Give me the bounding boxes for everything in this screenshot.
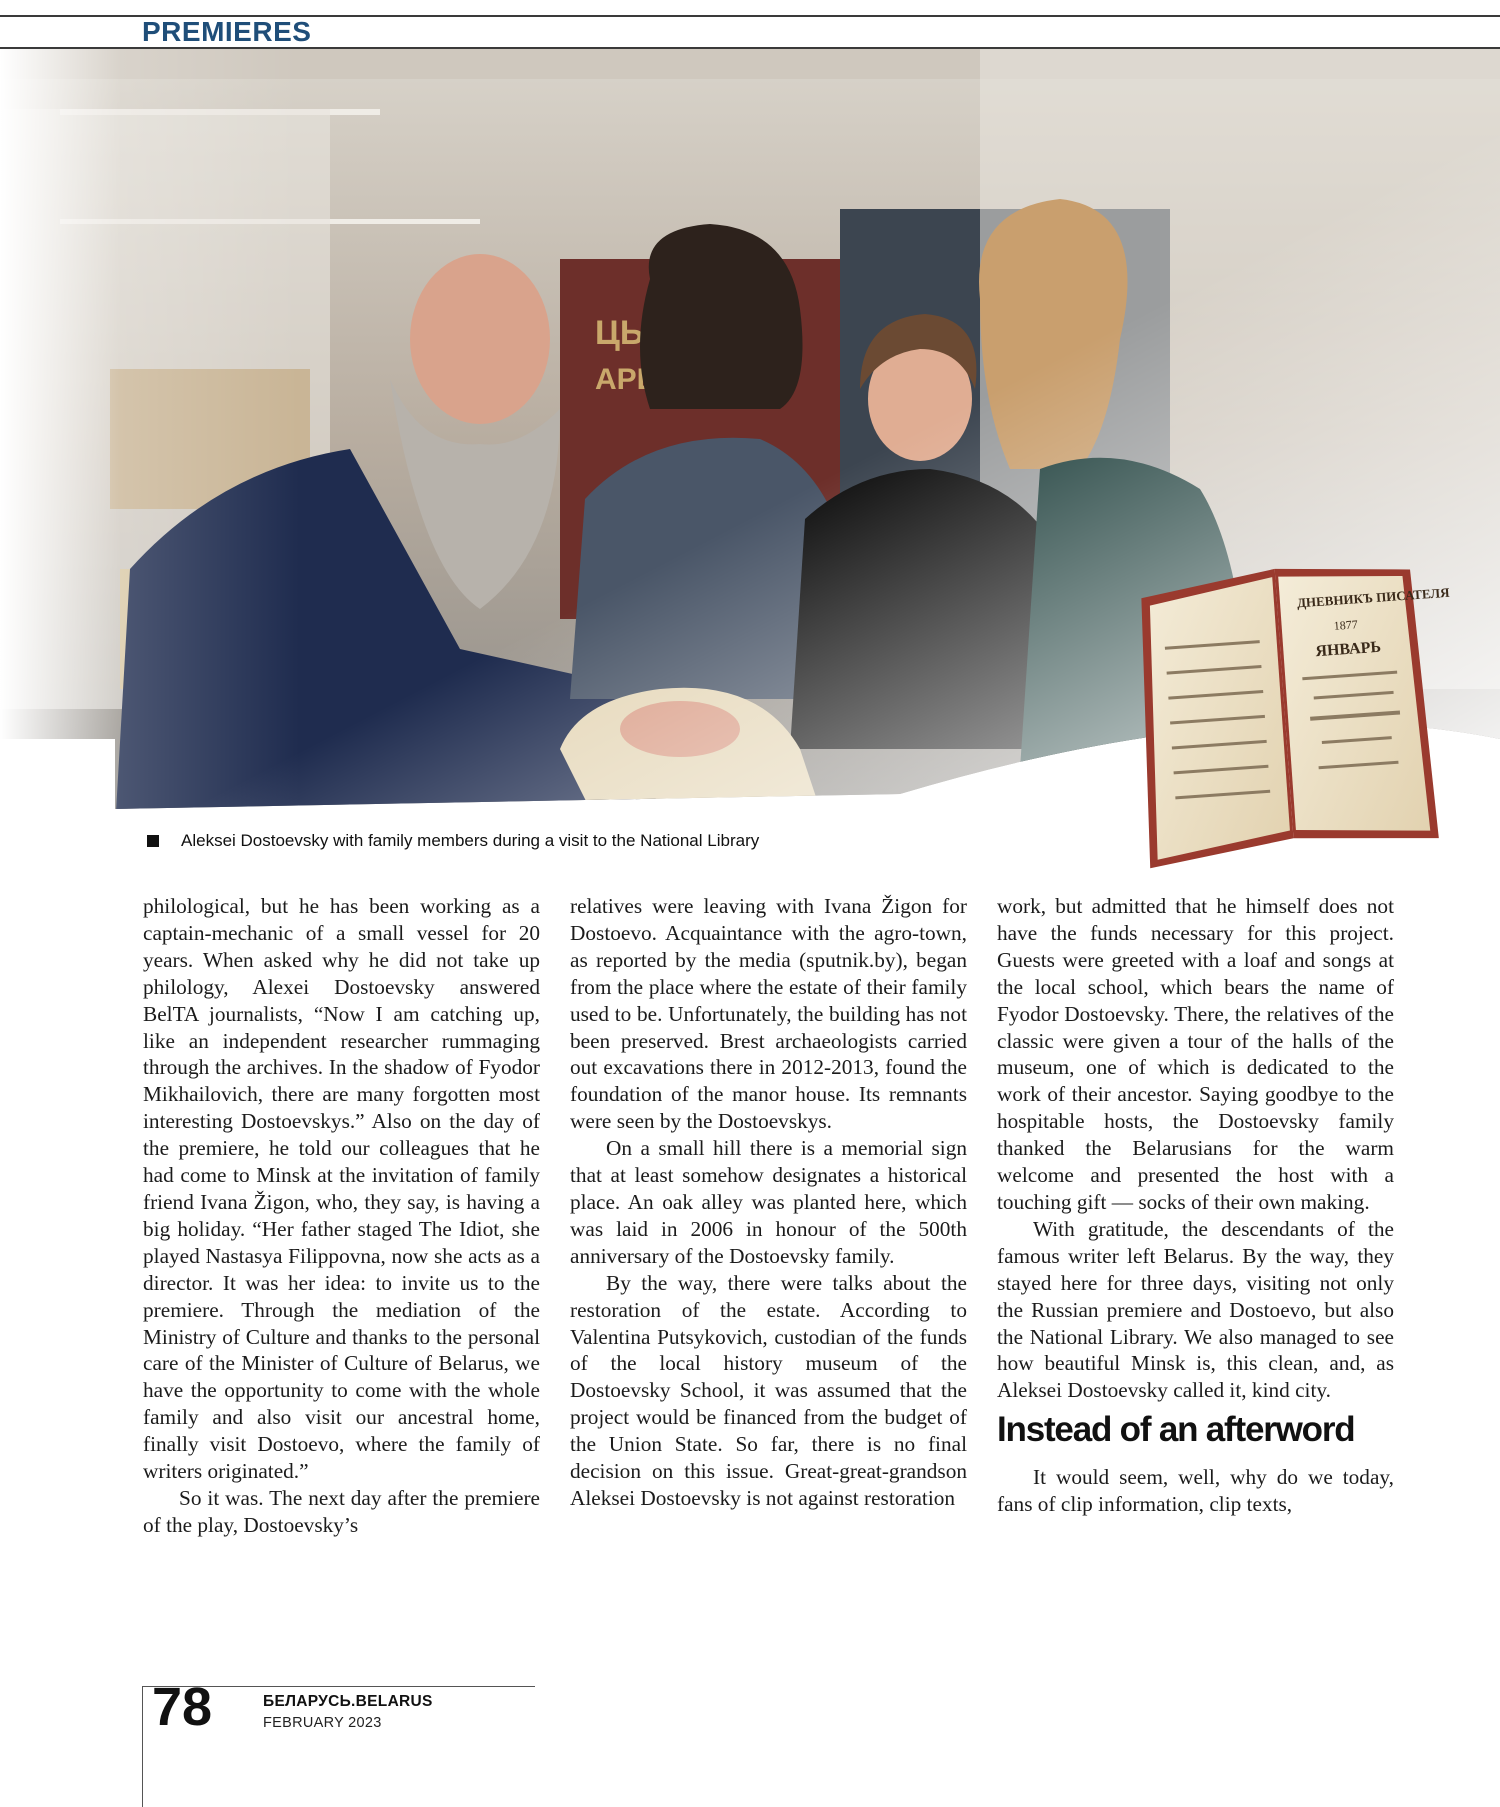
page-number: 78 bbox=[152, 1677, 213, 1737]
text-column-1 bbox=[143, 893, 540, 1539]
col2-paragraph-1: relatives were leaving with Ivana Žigon for Dostoevo. Acquaintance with the agro-town, as reported by the media (sputnik.by), began from the place where the estate of their family used to be. Unfortunately, the building has not been preserved. Brest archaeologists carried out excavations there in 2012-2013, found the foundation of the manor house. Its remnants were seen by the Dostoevskys. bbox=[570, 894, 967, 1134]
col2-paragraph-2: On a small hill there is a memorial sign that at least somehow designates a historical place. An oak alley was planted here, which was laid in 2006 in honour of the 500th anniversary of the Dostoevsky family. bbox=[570, 1136, 967, 1268]
col3-paragraph-2: With gratitude, the descendants of the famous writer left Belarus. By the way, they stayed here for three days, visiting not only the Russian premiere and Dostoevo, but also the National Library. We also managed to see how beautiful Minsk is, this clean, and, as Aleksei Dostoevsky called it, kind city. bbox=[997, 1216, 1394, 1403]
col3-paragraph-3: It would seem, well, why do we today, fans of clip information, clip texts, bbox=[997, 1465, 1394, 1517]
col1-paragraph-2: So it was. The next day after the premiere of the play, Dostoevsky’s bbox=[143, 1485, 540, 1537]
photo-illustration bbox=[0, 49, 1500, 959]
caption-text: Aleksei Dostoevsky with family members during a visit to the National Library bbox=[181, 831, 760, 850]
col2-paragraph-3: By the way, there were talks about the restoration of the estate. According to Valentina Putsykovich, custodian of the funds of the local history museum of the Dostoevsky School, it was assumed that the project would be financed from the budget of the Union State. So far, there is no final decision on this issue. Great-great-grandson Aleksei Dostoevsky is not against restoration bbox=[570, 1270, 967, 1510]
article-photo bbox=[0, 49, 1500, 959]
inset-book-year: 1877 bbox=[1333, 617, 1359, 633]
magazine-name: БЕЛАРУСЬ.BELARUS bbox=[263, 1693, 433, 1710]
inset-book-heading: ДНЕВНИКЪ ПИСАТЕЛЯ bbox=[1296, 584, 1450, 611]
text-column-3 bbox=[997, 893, 1394, 1518]
col1-paragraph-1: philological, but he has been working as a captain-mechanic of a small vessel for 20 years. When asked why he did not take up philology, Alexei Dostoevsky answered BelTA journalists, “Now I am catching up, like an independent researcher rummaging through the archives. In the shadow of Fyodor Mikhailovich, there are many forgotten most interesting Dostoevskys.” Also on the day of the premiere, he told our colleagues that he had come to Minsk at the invitation of family friend Ivana Žigon, who, they say, is having a big holiday. “Her father staged The Idiot, she played Nastasya Filippovna, now she acts as a director. It was her idea: to invite us to the premiere. Through the mediation of the Ministry of Culture and thanks to the personal care of the Minister of Culture of Belarus, we have the opportunity to come with the whole family and also visit our ancestral home, finally visit Dostoevo, where the family of writers originated.” bbox=[143, 894, 540, 1484]
photo-caption bbox=[147, 826, 759, 856]
text-column-2 bbox=[570, 893, 967, 1512]
section-label: PREMIERES bbox=[142, 16, 312, 47]
subheading: Instead of an afterword bbox=[997, 1410, 1355, 1450]
col3-paragraph-1: work, but admitted that he himself does not have the funds necessary for this project. Guests were greeted with a loaf and songs at the local school, which bears the name of Fyodor Dostoevsky. There, the relatives of the classic were given a tour of the halls of the museum, one of which is dedicated to the work of their ancestor. Saying goodbye to the hospitable hosts, the Dostoevsky family thanked the Belarusians for the warm welcome and presented the host with a touching gift — socks of their own making. bbox=[997, 894, 1394, 1214]
inset-book-month: ЯНВАРЬ bbox=[1314, 638, 1382, 661]
magazine-issue: FEBRUARY 2023 bbox=[263, 1715, 382, 1731]
caption-bullet-icon bbox=[147, 835, 159, 847]
footer-rule-vertical bbox=[142, 1686, 143, 1807]
